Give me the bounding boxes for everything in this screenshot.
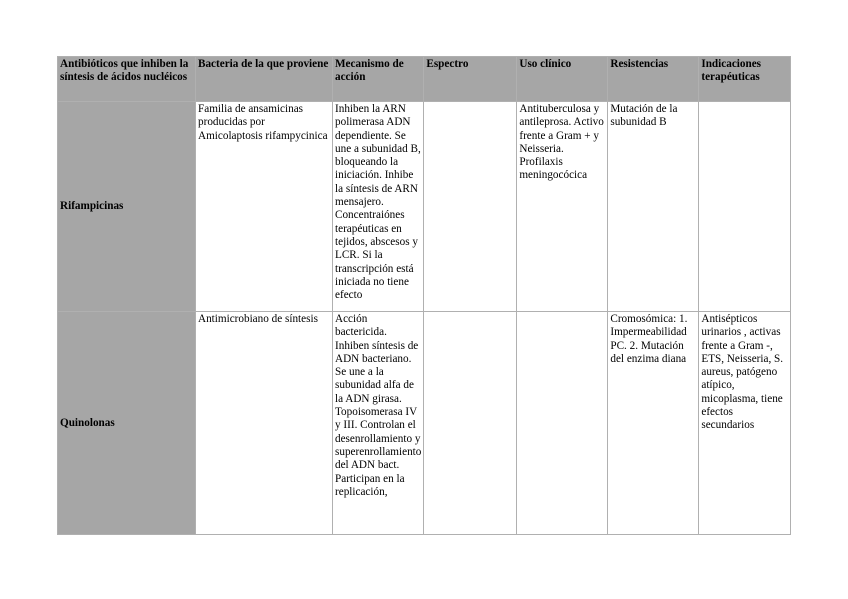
- cell-clinical-use: Antituberculosa y antileprosa. Activo frente a Gram + y Neisseria. Profilaxis meningocócica: [517, 102, 608, 312]
- cell-spectrum: [424, 312, 517, 535]
- cell-spectrum: [424, 102, 517, 312]
- cell-resistance: Mutación de la subunidad B: [608, 102, 699, 312]
- header-resistance: Resistencias: [608, 57, 699, 102]
- cell-bacteria: Familia de ansamicinas producidas por Amicolaptosis rifampycinica: [196, 102, 333, 312]
- header-spectrum: Espectro: [424, 57, 517, 102]
- table-row: [58, 102, 791, 312]
- header-indications: Indicaciones terapéuticas: [699, 57, 791, 102]
- cell-mechanism: Inhiben la ARN polimerasa ADN dependiente. Se une a subunidad B, bloqueando la iniciación. Inhibe la síntesis de ARN mensajero. Concentraiónes terapéuticas en tejidos, abscesos y LCR. Si la transcripción está iniciada no tiene efecto: [333, 102, 424, 312]
- cell-bacteria: Antimicrobiano de síntesis: [196, 312, 333, 535]
- cell-indications: [699, 102, 791, 312]
- row-label-quinolonas: Quinolonas: [58, 312, 196, 535]
- header-antibiotics: Antibióticos que inhiben la síntesis de ácidos nucléicos: [58, 57, 196, 102]
- header-clinical-use: Uso clínico: [517, 57, 608, 102]
- cell-mechanism: Acción bactericida. Inhiben síntesis de ADN bacteriano. Se une a la subunidad alfa de la ADN girasa. Topoisomerasa IV y III. Controlan el desenrollamiento y superenrollamiento del ADN bact. Participan en la replicación,: [333, 312, 424, 535]
- cell-resistance: Cromosómica: 1. Impermeabilidad PC. 2. Mutación del enzima diana: [608, 312, 699, 535]
- header-bacteria: Bacteria de la que proviene: [196, 57, 333, 102]
- header-mechanism: Mecanismo de acción: [333, 57, 424, 102]
- antibiotics-table: [57, 56, 791, 535]
- cell-indications: Antisépticos urinarios , activas frente a Gram -, ETS, Neisseria, S. aureus, patógeno atípico, micoplasma, tiene efectos secundarios: [699, 312, 791, 535]
- table-header-row: [58, 57, 791, 102]
- row-label-rifampicinas: Rifampicinas: [58, 102, 196, 312]
- table-row: [58, 312, 791, 535]
- cell-clinical-use: [517, 312, 608, 535]
